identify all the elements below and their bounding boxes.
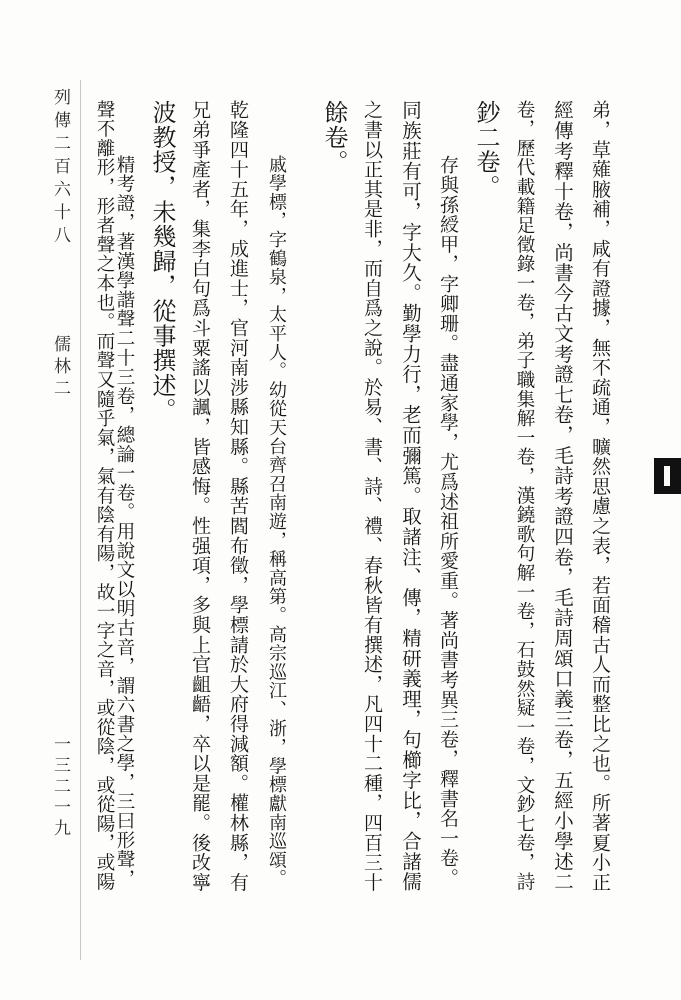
- text-column-1: 弟，草薙腋補，咸有證據，無不疏通，曠然思慮之表，若面稽古人而整比之也。所著夏小正: [589, 100, 611, 892]
- text-column-3: 卷，歷代載籍足徵錄一卷，弟子職集解一卷，漢鐃歌句解一卷，石鼓然疑一卷，文鈔七卷，詩: [514, 100, 535, 892]
- text-column-12: 波教授，未幾歸，從事撰述。: [148, 100, 176, 423]
- text-column-5: 存與孫綬甲，字卿珊。盡通家學，尤爲述祖所愛重。著尚書考異三卷，釋書名一卷。: [437, 155, 459, 888]
- running-header-section: 儒林二: [50, 335, 70, 401]
- text-column-7: 之書以正其是非，而自爲之說。於易、書、詩、禮、春秋皆有撰述，凡四十二種，四百三十: [361, 100, 383, 892]
- page-edge-mark: [654, 458, 681, 494]
- text-column-13: 精考證，著漢學諧聲二十三卷，總論一卷。用說文以明古音，謂六書之學，三曰形聲，: [114, 155, 135, 889]
- text-column-6: 同族莊有可，字大久。勤學力行，老而彌篤。取諸注、傳，精研義理，句櫛字比，合諸儒: [399, 100, 422, 892]
- text-column-14: 聲不離形，形者聲之本也。而聲又隨乎氣，氣有陰有陽，故一字之音，或從陰，或從陽，或陽: [94, 100, 115, 892]
- text-column-10: 乾隆四十五年，成進士，官河南涉縣知縣。縣苦閻布徵，學標請於大府得減額。權林縣，有: [227, 100, 249, 892]
- text-column-2: 經傳考釋十卷，尚書今古文考證七卷，毛詩考證四卷，毛詩周頌口義三卷，五經小學述二: [551, 100, 574, 892]
- page-number: 一三二一九: [50, 735, 70, 840]
- header-divider: [80, 80, 81, 960]
- running-header-title: 列傳二百六十八: [50, 88, 70, 249]
- text-column-9: 戚學標，字鶴泉，太平人。幼從天台齊召南遊，稱高第。高宗巡江、浙，學標獻南巡頌。: [266, 155, 287, 889]
- text-column-4: 鈔二卷。: [472, 100, 500, 200]
- text-column-11: 兄弟爭產者，集李白句爲斗粟謠以諷，皆感悔。性强項，多與上官齟齬，卒以是罷。後改寧: [189, 100, 211, 892]
- text-column-8: 餘卷。: [320, 100, 348, 175]
